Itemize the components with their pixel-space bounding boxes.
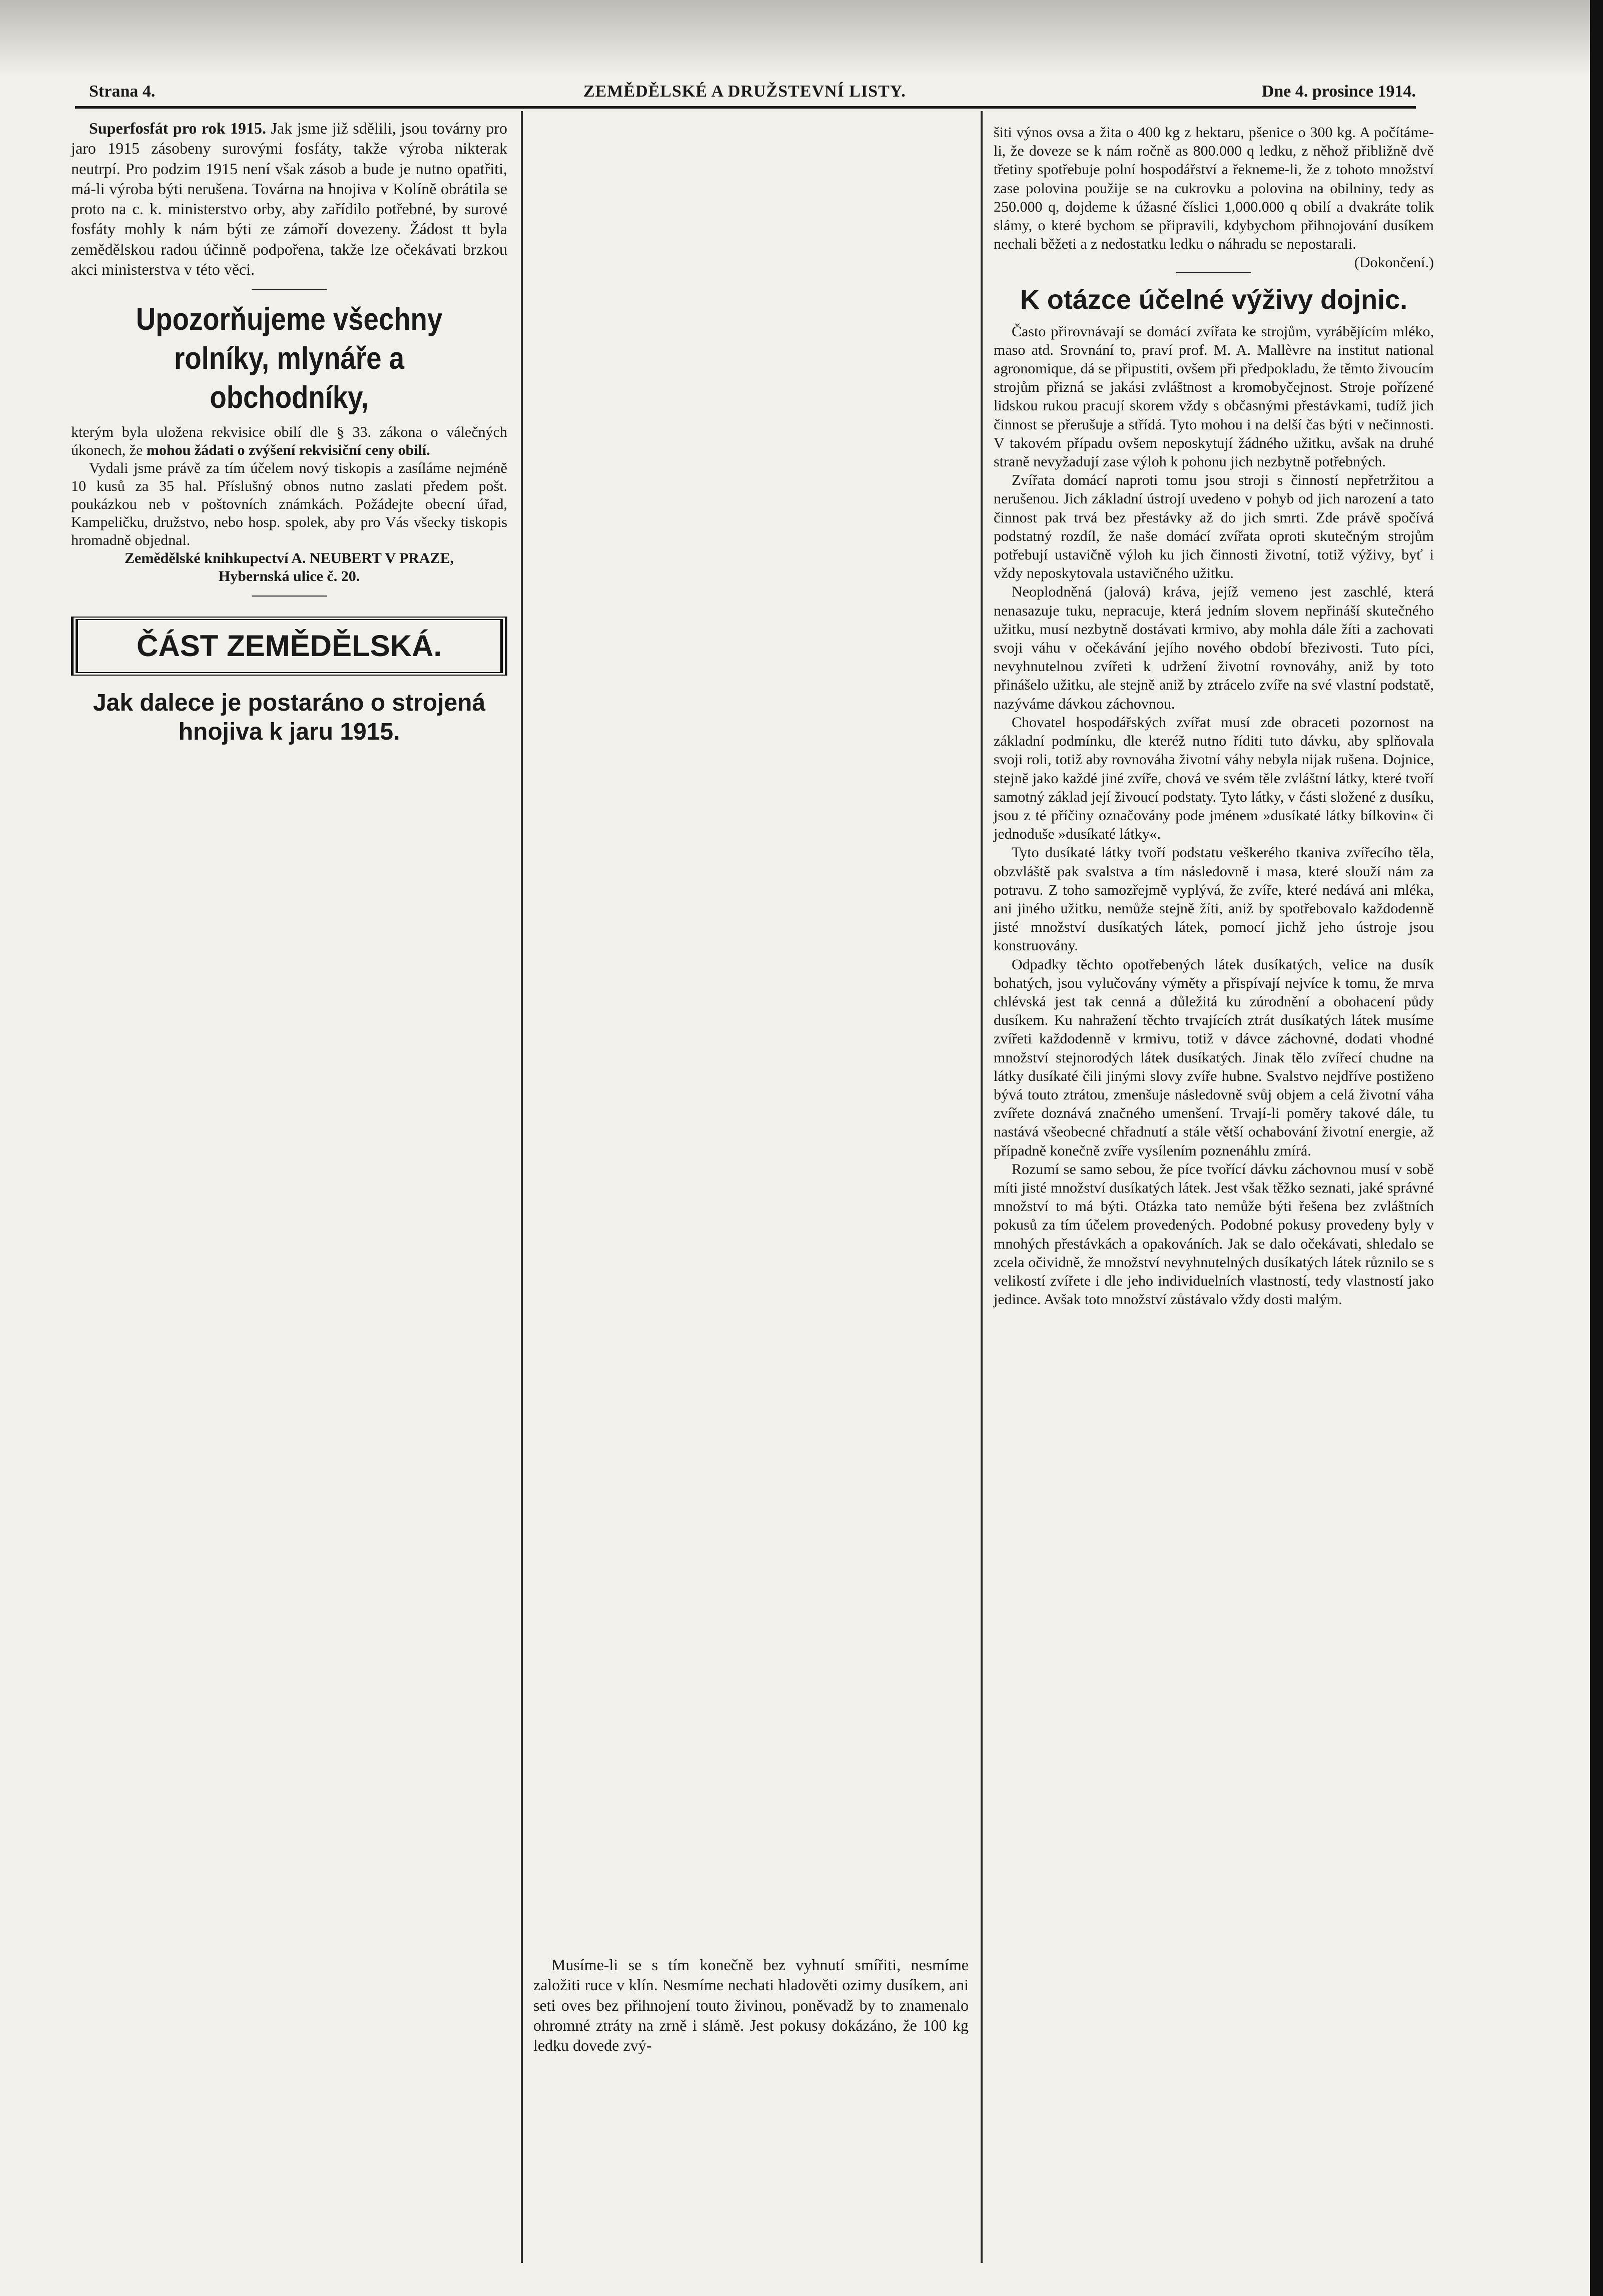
ad-body	[71, 423, 507, 459]
column-divider-left	[521, 111, 523, 2263]
scan-edge	[1590, 0, 1603, 2296]
ad-signature-1: Zemědělské knihkupectví A. NEUBERT V PRAZE,	[124, 550, 454, 567]
article-continuation: Musíme-li se s tím konečně bez vyhnutí smířiti, nesmíme založiti ruce v klín. Nesmíme nechati hladověti ozimy dusíkem, ani seti oves bez přihnojení touto živinou, poněvadž by to znamenalo ohromné ztráty na zrně i slámě. Jest pokusy dokázáno, že 100 kg ledku dovede zvý-	[533, 1956, 969, 2055]
superphosphate-notice	[71, 118, 507, 279]
separator	[1176, 272, 1251, 273]
page-top-shading	[0, 0, 1603, 75]
paragraph: Rozumí se samo sebou, že píce tvořící dávku záchovnou musí v sobě míti jisté množství dusíkatých látek. Jest však těžko seznati, jaké správné množství to má býti. Otázka tato nemůže býti řešena bez zvláštních pokusů za tím účelem provedených. Podobné pokusy provedeny byly v mnohých přestávkách a opakováních. Jak se dalo očekávati, shledalo se zcela očividně, že množství nevyhnutelných dusíkatých látek různilo se s velikostí zvířete i dle jeho individuelních vlastností, tedy vlastností jako jedince. Avšak toto množství zůstávalo vždy dosti malým.	[994, 1161, 1434, 1308]
column-3	[994, 123, 1434, 1309]
paragraph: Odpadky těchto opotřebených látek dusíkatých, velice na dusík bohatých, jsou vylučovány výměty a přispívají nejvíce k tomu, že mrva chlévská jest tak cenná a důležitá ku zúrodnění a obohacení půdy dusíkem. Ku nahražení těchto trvajících ztrát dusíkatých látek musíme zvířeti každodenně v krmivu, totiž v dávce záchovné, dodati vhodné množství stejnorodých látek dusíkatých. Jinak tělo zvířecí chudne na látky dusíkaté čili jinými slovy zvíře hubne. Svalstvo nejdříve postiženo bývá touto ztrátou, zmenšuje následovně svůj objem a celá životní váha zvířete doznává značného umenšení. Trvají-li poměry takové dále, tu nastává všeobecné chřadnutí a stále větší ochabování životní energie, až případně konečně zvíře vysílením poznenáhlu zmírá.	[994, 956, 1434, 1159]
paragraph: Tyto dusíkaté látky tvoří podstatu veškerého tkaniva zvířecího těla, obzvláště pak svalstva a tím následovně i masa, které slouží nám za potravu. Z toho samozřejmě vyplývá, že zvíře, které nedává ani mléka, ani jiného užitku, nemůže stejně žíti, aniž by spotřebovalo každodenně jisté množství dusíkatých látek, pomocí jichž jeho ústroje jsou konstruovány.	[994, 844, 1434, 954]
newspaper-title: ZEMĚDĚLSKÉ A DRUŽSTEVNÍ LISTY.	[583, 82, 906, 101]
article-title: Jak dalece je postaráno o strojená hnojiva k jaru 1915.	[93, 690, 486, 746]
ad-heading: Upozorňujeme všechny rolníky, mlynáře a obchodníky,	[136, 302, 443, 415]
paragraph: Chovatel hospodářských zvířat musí zde obraceti pozornost na základní podmínku, dle kteréž nutno říditi tuto dávku, aby splňovala svoji roli, totiž aby rovnováha životní váhy nebyla nijak rušena. Dojnice, stejně jako každé jiné zvíře, chová ve svém těle zvláštní látky, které tvoří samotný základ její živoucí podstaty. Tyto látky, v části složené z dusíku, jsou z té příčiny označovány pode jménem »dusíkaté látky bílkovin« či jednoduše »dusíkaté látky«.	[994, 714, 1434, 843]
page-number: Strana 4.	[89, 82, 156, 101]
ad-signature-2: Hybernská ulice č. 20.	[218, 568, 360, 585]
article-conclusion	[994, 123, 1434, 271]
separator	[252, 596, 327, 597]
notice-lead: Superfosfát pro rok 1915.	[89, 119, 266, 137]
paragraph: Často přirovnávají se domácí zvířata ke strojům, vyrábějícím mléko, maso atd. Srovnání to, praví prof. M. A. Mallèvre na institut national agronomique, dá se připustiti, ovšem při předpokladu, že těmto živoucím strojům přizná se jakási zvláštnost a kromobyčejnost. Stroje pořízené lidskou rukou pracují skorem vždy s občasnými přestávkami, tudíž jich činnost se přerušuje a střídá. Tyto mohou i na delší čas býti v nečinnosti. V takovém případu ovšem neposkytují žádného užitku, avšak na druhé straně nevyžadují zase výloh k pohonu jich nezbytně potřebných.	[994, 323, 1434, 470]
header-rule	[75, 106, 1416, 109]
page-header	[75, 75, 1416, 105]
column-2	[533, 1955, 969, 2055]
ad-bold-text: mohou žádati o zvýšení rekvisiční ceny obilí.	[146, 442, 430, 459]
column-1	[71, 118, 507, 747]
notice-text: Jak jsme již sdělili, jsou továrny pro jaro 1915 zásobeny surovými fosfáty, takže výroba nikterak neutrpí. Pro podzim 1915 není však zásob a bude je nutno opatřiti, má-li výroba býti nerušena. Továrna na hnojiva v Kolíně obrátila se proto na c. k. ministerstvo orby, aby zařídilo potřebné, by surové fosfáty mohly k nám býti ze zámoří dovezeny. Žádost tt byla zemědělskou radou účinně podpořena, takže lze očekávati brzkou akci ministerstva v této věci.	[71, 119, 508, 279]
conclusion-text: šiti výnos ovsa a žita o 400 kg z hektaru, pšenice o 300 kg. A počítáme-li, že doveze se k nám ročně as 800.000 q ledku, z něhož přibližně dvě třetiny spotřebuje polní hospodářství a řekneme-li, že z tohoto množství zase polovina použije se na cukrovku a polovina na obilniny, tedy as 250.000 q, dojdeme k úžasné číslici 1,000.000 q obilí a dvakráte tolik slámy, o které bychom se připravili, kdybychom přihnojování dusíkem nechali běžeti a z nedostatku ledku o náhradu se nepostarali.	[994, 124, 1434, 253]
paragraph: Neoplodněná (jalová) kráva, jejíž vemeno jest zaschlé, která nenasazuje tuku, nepracuje, která jedním slovem nepřináší skutečného užitku, musí nezbytně dostávati krmivo, aby mohla dále žíti a zachovati svoji váhu v očekávání jejího nového období březivosti. Tuto píci, nevyhnutelnou zvířeti k udržení životní rovnováhy, aniž by toto přinášelo užitku, ale stejně aniž by ztrácelo zvíře na své vlastní podstatě, nazýváme dávkou záchovnou.	[994, 584, 1434, 712]
section-title-box	[71, 617, 507, 676]
section-title: ČÁST ZEMĚDĚLSKÁ.	[136, 629, 442, 663]
column-divider-right	[981, 111, 983, 2263]
separator	[252, 289, 327, 290]
ad-text: kterým byla uložena rekvisice obilí dle § 33. zákona o válečných úkonech, že	[71, 424, 507, 459]
issue-date: Dne 4. prosince 1914.	[1261, 82, 1416, 101]
paragraph: Zvířata domácí naproti tomu jsou stroji s činností nepřetržitou a nerušenou. Jich základní ústrojí uvedeno v pohyb od jich narození a tato činnost pak trvá bez přestávky až do jich smrti. Zde právě spočívá podstatný rozdíl, že naše domácí zvířata oproti skutečným strojům potřebují ustavičně výloh ku jich činnosti životní, totiž výživy, byť i vždy neposkytovala ustavičného užitku.	[994, 472, 1434, 582]
ad-text-2: Vydali jsme právě za tím účelem nový tiskopis a zasíláme nejméně 10 kusů za 35 hal. Příslušný obnos nutno zaslati předem pošt. poukázkou neb v poštovních známkách. Požádejte obecní úřad, Kampeličku, družstvo, nebo hosp. spolek, aby pro Vás všecky tiskopis hromadně objednal.	[71, 460, 507, 549]
article-title-dairy: K otázce účelné výživy dojnic.	[1020, 284, 1408, 315]
to-be-concluded: (Dokončení.)	[1354, 254, 1434, 271]
